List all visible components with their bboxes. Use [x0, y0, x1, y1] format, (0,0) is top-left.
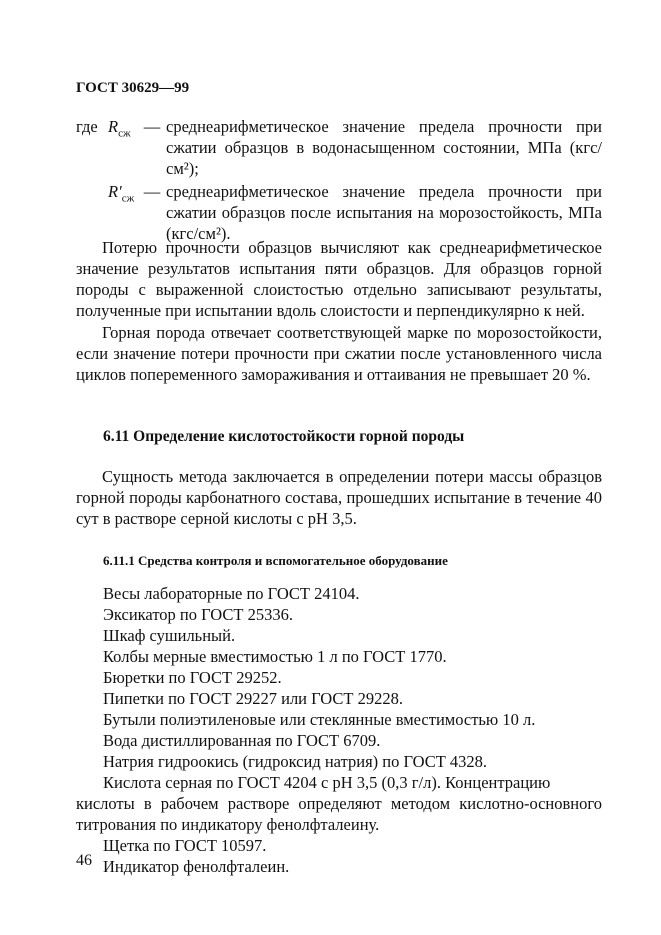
list-item: Натрия гидроокись (гидроксид натрия) по ГОСТ 4328.: [103, 752, 488, 771]
definition-symbol: где $R_{сж}$: [76, 117, 131, 140]
list-item: Колбы мерные вместимостью 1 л по ГОСТ 1770.: [103, 647, 447, 666]
list-item: Индикатор фенолфталеин.: [103, 857, 290, 876]
definition-symbol: $R'_{сж}$: [108, 182, 135, 205]
definition-r-sat: [76, 116, 602, 179]
list-item: Весы лабораторные по ГОСТ 24104.: [103, 584, 360, 603]
definition-text: среднеарифметическое значение предела прочности при сжатии образцов в водонасыщенном состоянии, МПа (кгс/см²);: [166, 117, 602, 178]
list-item: Щетка по ГОСТ 10597.: [103, 836, 267, 855]
list-item: Вода дистиллированная по ГОСТ 6709.: [103, 731, 381, 750]
list-item: Бутыли полиэтиленовые или стеклянные вместимостью 10 л.: [103, 710, 536, 729]
paragraph-method-essence: Сущность метода заключается в определении потери массы образцов горной породы карбонатного состава, прошедших испытание в течение 40 сут в растворе серной кислоты с pH 3,5.: [76, 467, 602, 528]
list-item: Эксикатор по ГОСТ 25336.: [103, 605, 293, 624]
page-number: 46: [76, 852, 92, 869]
definition-r-frost: [76, 181, 602, 244]
list-item: Пипетки по ГОСТ 29227 или ГОСТ 29228.: [103, 689, 403, 708]
definition-dash: —: [143, 117, 161, 136]
definition-dash: —: [143, 182, 161, 201]
paragraph-frost-grade: Горная порода отвечает соответствующей марке по морозостойкости, если значение потери прочности при сжатии после установленного числа циклов попеременного замораживания и оттаивания не превышает 20 %.: [76, 323, 602, 384]
definition-text: среднеарифметическое значение предела прочности при сжатии образцов после испытания на морозостойкость, МПа (кгс/см²).: [166, 182, 602, 243]
definitions-block: [76, 116, 602, 246]
list-item-acid-continuation: кислоты в рабочем растворе определяют методом кислотно-основного титрования по индикатору фенолфталеину.: [76, 794, 602, 834]
list-item-acid-first: Кислота серная по ГОСТ 4204 с pH 3,5 (0,3 г/л). Концентрацию: [103, 773, 551, 792]
document-header: ГОСТ 30629—99: [76, 80, 190, 96]
list-item: Шкаф сушильный.: [103, 626, 236, 645]
list-item: Бюретки по ГОСТ 29252.: [103, 668, 282, 687]
section-heading: 6.11 Определение кислотостойкости горной породы: [103, 428, 465, 445]
subsection-heading: 6.11.1 Средства контроля и вспомогательное оборудование: [103, 553, 448, 568]
paragraph-strength-loss: Потерю прочности образцов вычисляют как среднеарифметическое значение результатов испытания пяти образцов. Для образцов горной породы с выраженной слоистостью отдельно записывают результаты, полученные при испытании вдоль слоистости и перпендикулярно к ней.: [76, 238, 602, 320]
